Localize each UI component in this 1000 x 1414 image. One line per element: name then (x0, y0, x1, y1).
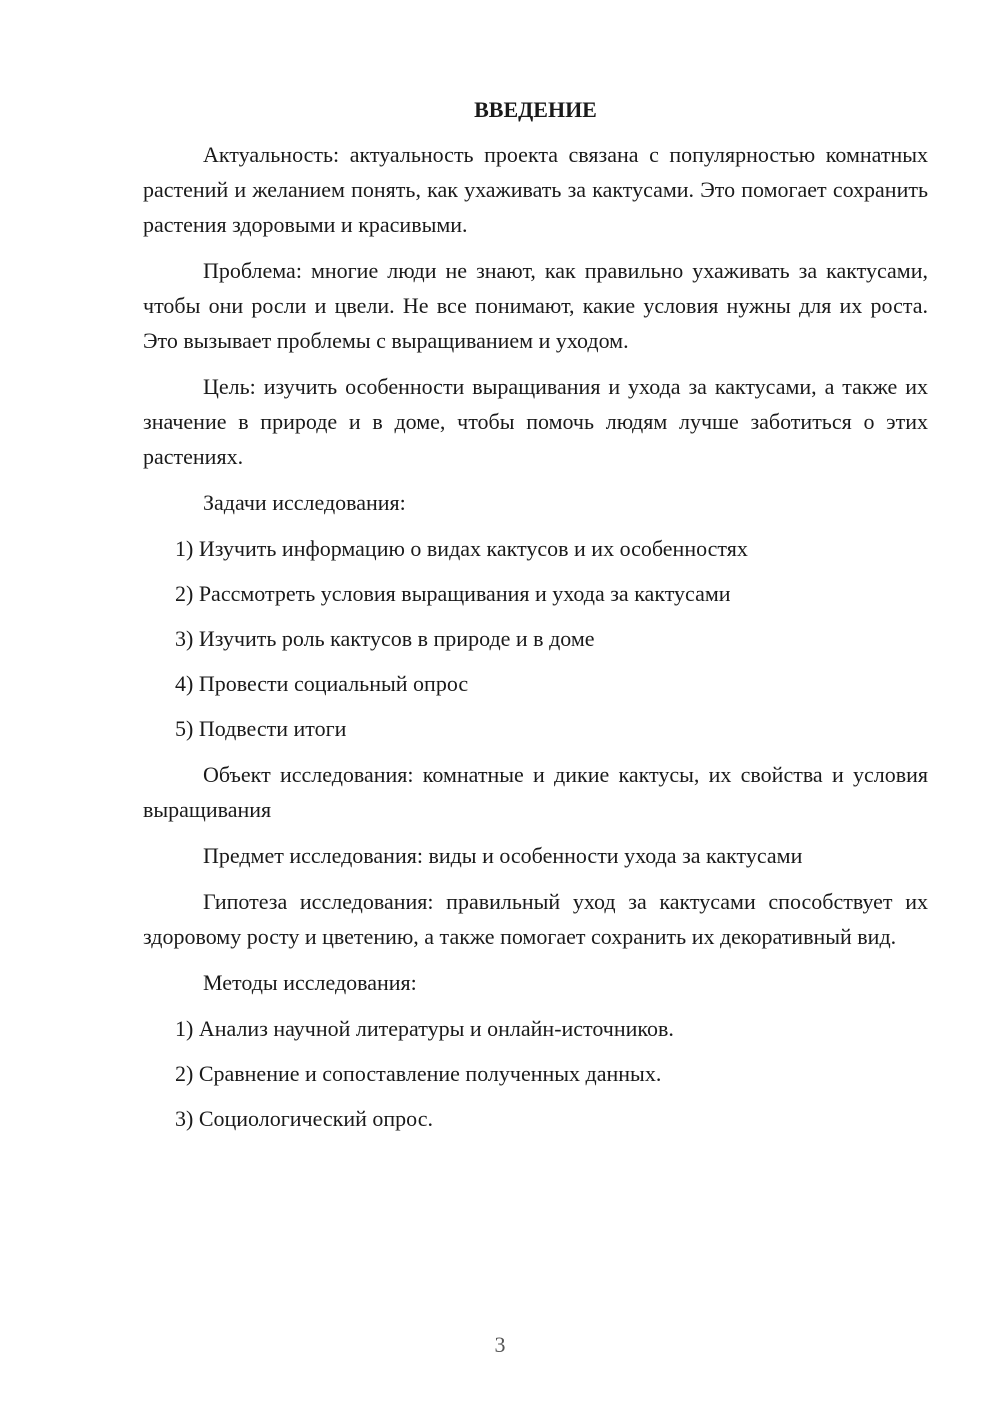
methods-heading: Методы исследования: (203, 970, 417, 995)
list-item: 3) Социологический опрос. (175, 1106, 433, 1131)
list-item: 4) Провести социальный опрос (175, 671, 469, 696)
tasks-heading: Задачи исследования: (203, 490, 406, 515)
goal-paragraph: Цель: изучить особенности выращивания и ухода за кактусами, а также их значение в природе и в доме, чтобы помочь людям лучше заботиться о этих растениях. (143, 374, 928, 469)
page-title: ВВЕДЕНИЕ (474, 97, 597, 122)
list-item: 5) Подвести итоги (175, 716, 347, 741)
page-content (143, 92, 928, 1147)
object-paragraph: Объект исследования: комнатные и дикие кактусы, их свойства и условия выращивания (143, 762, 928, 822)
list-item: 1) Изучить информацию о видах кактусов и их особенностях (175, 536, 748, 561)
subject-paragraph: Предмет исследования: виды и особенности ухода за кактусами (203, 843, 803, 868)
list-item: 2) Рассмотреть условия выращивания и ухода за кактусами (175, 581, 731, 606)
problem-paragraph: Проблема: многие люди не знают, как правильно ухаживать за кактусами, чтобы они росли и цвели. Не все понимают, какие условия нужны для их роста. Это вызывает проблемы с выращиванием и уходом. (143, 258, 928, 353)
page-number: 3 (494, 1332, 506, 1357)
list-item: 3) Изучить роль кактусов в природе и в доме (175, 626, 595, 651)
tasks-list (143, 531, 928, 746)
list-item: 2) Сравнение и сопоставление полученных данных. (175, 1061, 662, 1086)
list-item: 1) Анализ научной литературы и онлайн-источников. (175, 1016, 674, 1041)
relevance-paragraph: Актуальность: актуальность проекта связана с популярностью комнатных растений и желанием понять, как ухаживать за кактусами. Это помогает сохранить растения здоровыми и красивыми. (143, 142, 928, 237)
hypothesis-paragraph: Гипотеза исследования: правильный уход за кактусами способствует их здоровому росту и цветению, а также помогает сохранить их декоративный вид. (143, 889, 928, 949)
methods-list (143, 1011, 928, 1136)
